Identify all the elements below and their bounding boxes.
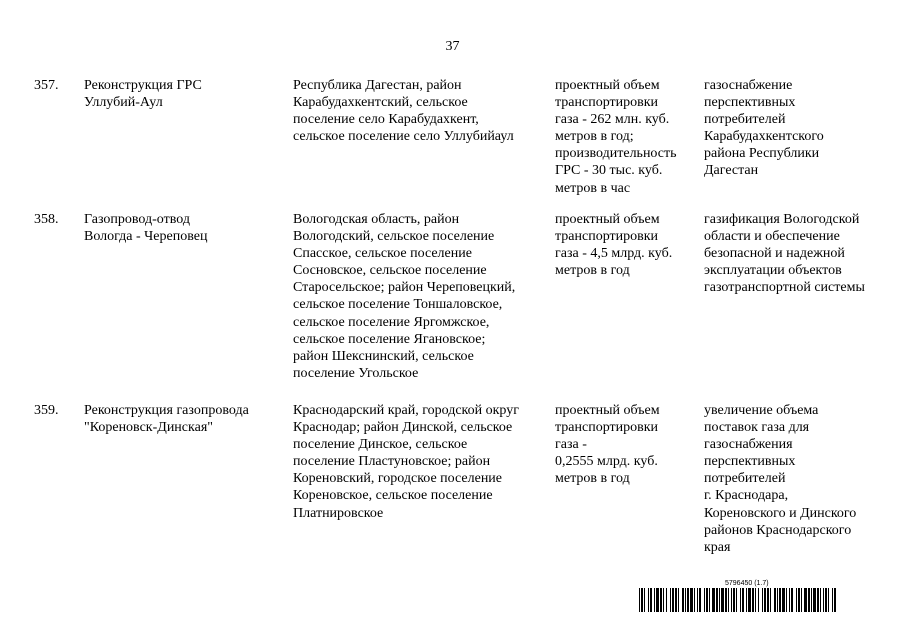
page-number: 37 — [445, 39, 460, 54]
barcode-bars — [639, 588, 839, 612]
project-purpose: газоснабжение перспективных потребителей Карабудахкентского района Республики Дагестан — [704, 78, 824, 179]
project-purpose: газификация Вологодской области и обеспечение безопасной и надежной эксплуатации объектов газотранспортной системы — [704, 212, 865, 296]
project-capacity: проектный объем транспортировки газа - 4,5 млрд. куб. метров в год — [555, 212, 673, 279]
project-name: Газопровод-отвод Вологда - Череповец — [84, 212, 208, 245]
project-purpose: увеличение объема поставок газа для газоснабжения перспективных потребителей г. Краснодара, Кореновского и Динского районов Краснодарского края — [704, 403, 857, 555]
row-number: 358. — [34, 212, 59, 227]
project-capacity: проектный объем транспортировки газа - 0,2555 млрд. куб. метров в год — [555, 403, 660, 487]
row-number: 357. — [34, 78, 59, 93]
project-location: Краснодарский край, городской округ Краснодар; район Динской, сельское поселение Динское, сельское поселение Пластуновское; район Кореновский, городское поселение Кореновское, сельское поселение Платнировское — [293, 403, 519, 521]
barcode — [639, 580, 839, 612]
project-location: Вологодская область, район Вологодский, сельское поселение Спасское, сельское поселение Сосновское, сельское поселение Старосельское; район Череповецкий, сельское поселение Тоншаловское, сельское поселение Яргомжское, сельское поселение Ягановское; район Шекснинский, сельское поселение Угольское — [293, 212, 516, 381]
project-name: Реконструкция ГРС Уллубий-Аул — [84, 78, 202, 111]
project-capacity: проектный объем транспортировки газа - 262 млн. куб. метров в год; производительность ГРС - 30 тыс. куб. метров в час — [555, 78, 677, 196]
row-number: 359. — [34, 403, 59, 418]
project-location: Республика Дагестан, район Карабудахкентский, сельское поселение село Карабудахкент, сельское поселение село Уллубийаул — [293, 78, 514, 145]
barcode-number: 5796450 (1.7) — [725, 580, 769, 587]
project-name: Реконструкция газопровода "Кореновск-Динская" — [84, 403, 249, 436]
